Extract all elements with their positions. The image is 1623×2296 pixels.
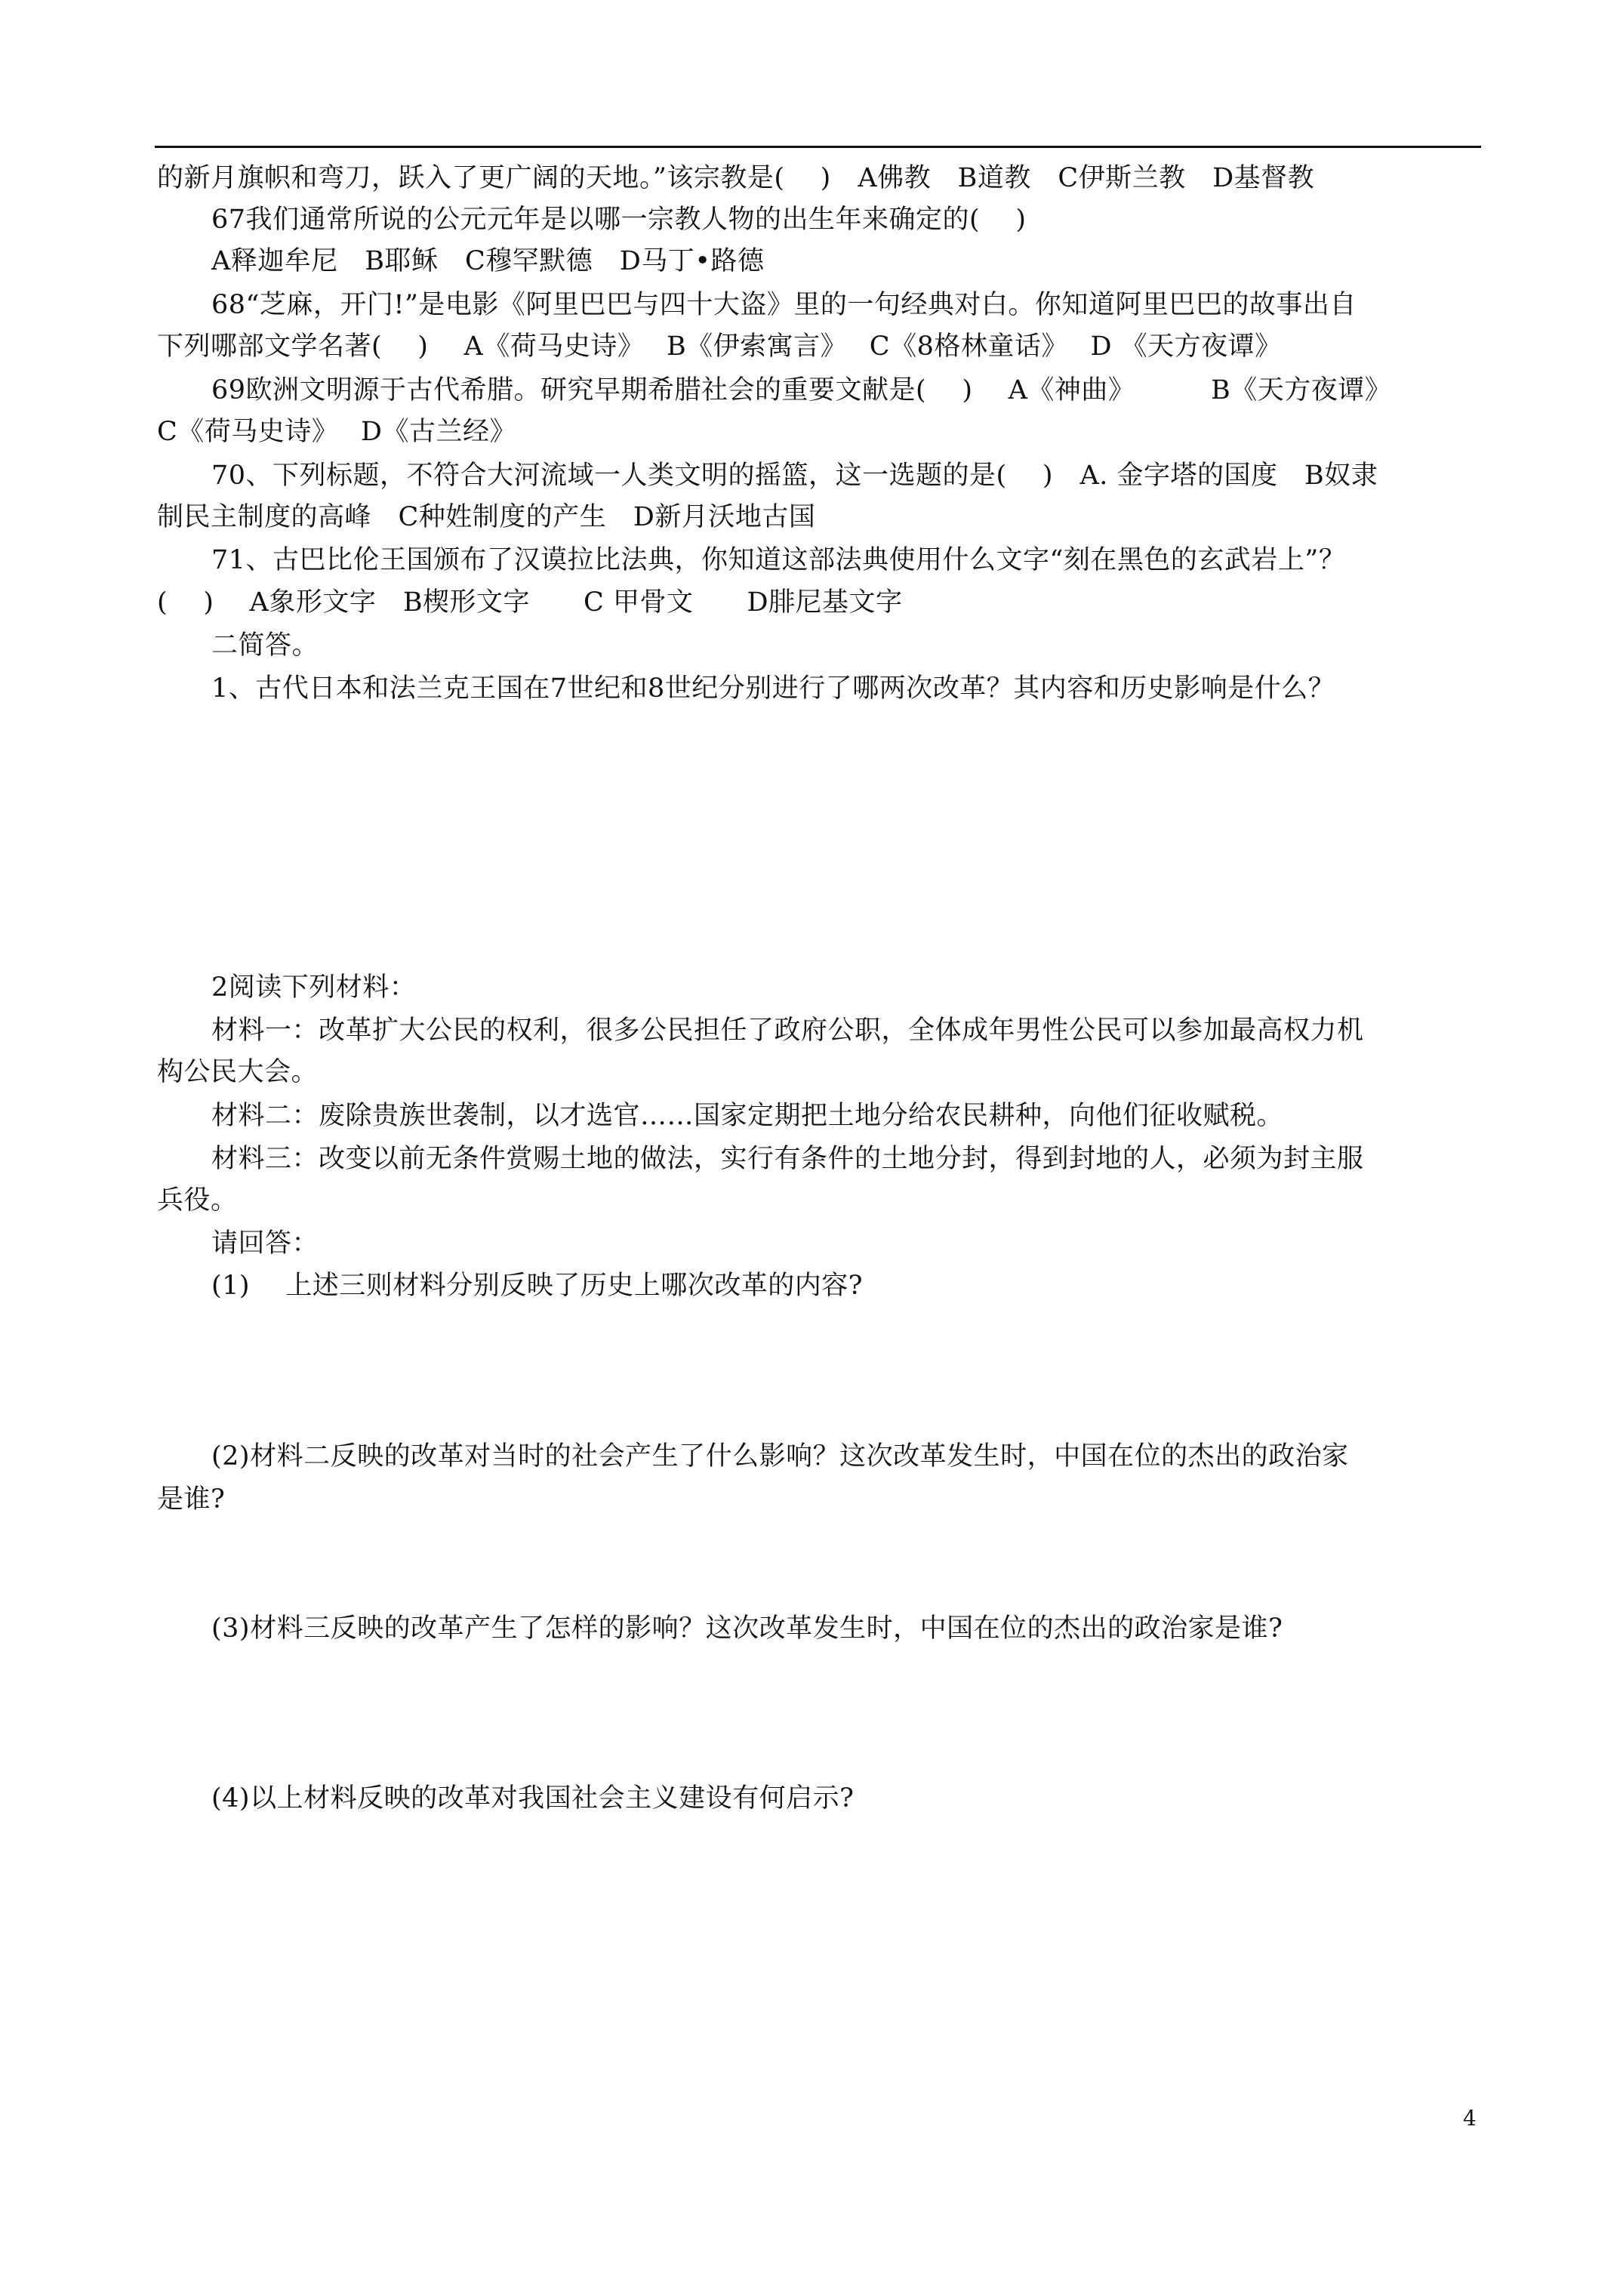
question-71-options: ( ) A象形文字 B楔形文字 C 甲骨文 D腓尼基文字 [157,587,903,618]
sub-question-3: (3)材料三反映的改革产生了怎样的影响？这次改革发生时，中国在位的杰出的政治家是谁? [211,1613,1283,1644]
material-3-continuation: 兵役。 [157,1185,238,1216]
question-71: 71、古巴比伦王国颁布了汉谟拉比法典，你知道这部法典使用什么文字“刻在黑色的玄武岩上”？ [211,545,1346,575]
page-number: 4 [1463,2106,1477,2131]
question-66-continuation: 的新月旗帜和弯刀，跃入了更广阔的天地。”该宗教是( ) A佛教 B道教 C伊斯兰教 D基督教 [157,163,1315,193]
sub-question-1: (1) 上述三则材料分别反映了历史上哪次改革的内容? [211,1271,863,1301]
short-answer-2-intro: 2阅读下列材料： [211,972,417,1003]
header-rule [155,146,1481,148]
question-67: 67我们通常所说的公元元年是以哪一宗教人物的出生年来确定的( ) [211,205,1027,235]
sub-question-2: (2)材料二反映的改革对当时的社会产生了什么影响？这次改革发生时，中国在位的杰出的政治家 [211,1441,1349,1472]
question-69: 69欧洲文明源于古代希腊。研究早期希腊社会的重要文献是( ) A《神曲》 B《天方夜谭》 [211,375,1392,405]
question-70: 70、下列标题，不符合大河流域一人类文明的摇篮，这一选题的是( ) A. 金字塔的国度 B奴隶 [211,461,1378,491]
material-3: 材料三：改变以前无条件赏赐土地的做法，实行有条件的土地分封，得到封地的人，必须为封主服 [211,1144,1364,1174]
short-answer-1: 1、古代日本和法兰克王国在7世纪和8世纪分别进行了哪两次改革？其内容和历史影响是什么？ [211,673,1335,704]
question-68: 68“芝麻，开门!”是电影《阿里巴巴与四十大盗》里的一句经典对白。你知道阿里巴巴的故事出自 [211,290,1357,320]
question-68-options: 下列哪部文学名著( ) A《荷马史诗》 B《伊索寓言》 C《8格林童话》 D 《天方夜谭》 [157,331,1282,362]
sub-question-4: (4)以上材料反映的改革对我国社会主义建设有何启示? [211,1783,855,1814]
question-67-options: A释迦牟尼 B耶稣 C穆罕默德 D马丁•路德 [211,246,765,276]
please-answer-label: 请回答： [211,1228,319,1259]
section-heading-short-answer: 二简答。 [211,630,319,661]
material-2: 材料二：废除贵族世袭制，以才选官……国家定期把土地分给农民耕种，向他们征收赋税。 [211,1101,1284,1131]
question-70-options: 制民主制度的高峰 C种姓制度的产生 D新月沃地古国 [157,502,816,532]
question-69-options: C《荷马史诗》 D《古兰经》 [157,417,516,447]
sub-question-2-continuation: 是谁? [157,1484,226,1515]
material-1-continuation: 构公民大会。 [157,1057,319,1087]
material-1: 材料一：改革扩大公民的权利，很多公民担任了政府公职，全体成年男性公民可以参加最高权力机 [211,1015,1364,1046]
